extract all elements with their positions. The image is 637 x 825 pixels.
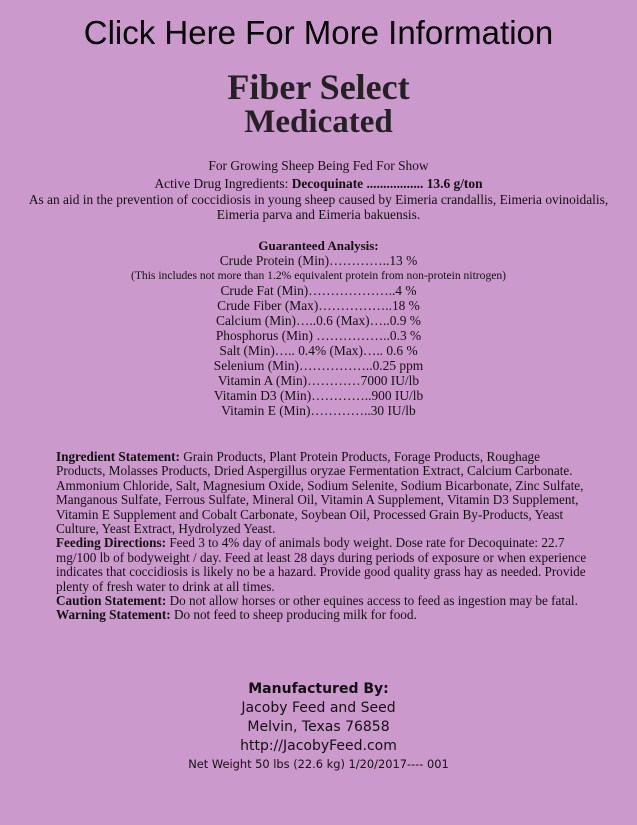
active-drug-line bbox=[20, 176, 617, 191]
feeding-directions bbox=[56, 536, 591, 594]
manufacturer-name: Jacoby Feed and Seed bbox=[241, 700, 396, 716]
analysis-line: Crude Fiber (Max)……………..18 % bbox=[217, 298, 420, 313]
analysis-line: Vitamin A (Min)…………7000 IU/lb bbox=[217, 373, 420, 388]
warning-statement bbox=[56, 608, 591, 622]
product-subtitle: For Growing Sheep Being Fed For Show bbox=[208, 158, 429, 173]
analysis-note: (This includes not more than 1.2% equivalent protein from non-protein nitrogen) bbox=[130, 269, 507, 282]
active-drug-label: Active Drug Ingredients: bbox=[154, 176, 289, 191]
manufacturer-heading: Manufactured By: bbox=[248, 681, 389, 697]
active-drug-ingredient: Decoquinate ................. bbox=[291, 176, 424, 191]
guaranteed-analysis bbox=[20, 238, 617, 418]
guaranteed-analysis-heading: Guaranteed Analysis: bbox=[258, 238, 379, 253]
ingredient-statement-text: Grain Products, Plant Protein Products, Forage Products, Roughage Products, Molasses Products, Dried Aspergillus oryzae Fermentation Extract, Calcium Carbonate. Ammonium Chloride, Salt, Magnesium Oxide, Sodium Selenite, Sodium Bicarbonate, Zinc Sulfate, Manganous Sulfate, Ferrous Sulfate, Mineral Oil, Vitamin A Supplement, Vitamin D3 Supplement, Vitamin E Supplement and Cobalt Carbonate, Soybean Oil, Processed Grain By-Products, Yeast Culture, Yeast Extract, Hydrolyzed Yeast. bbox=[56, 449, 584, 537]
analysis-line: Vitamin E (Min)…………..30 IU/lb bbox=[221, 403, 416, 418]
analysis-line: Calcium (Min)…..0.6 (Max)…..0.9 % bbox=[216, 313, 421, 328]
caution-statement bbox=[56, 594, 591, 608]
product-variant: Medicated bbox=[244, 104, 393, 140]
feeding-directions-label: Feeding Directions: bbox=[56, 535, 167, 551]
warning-statement-label: Warning Statement: bbox=[56, 607, 171, 623]
net-weight: Net Weight 50 lbs (22.6 kg) 1/20/2017---- 001 bbox=[188, 757, 449, 771]
manufacturer-city: Melvin, Texas 76858 bbox=[247, 719, 390, 735]
analysis-line: Selenium (Min)……………..0.25 ppm bbox=[213, 358, 424, 373]
warning-statement-text: Do not feed to sheep producing milk for food. bbox=[170, 607, 417, 623]
active-drug-amount: 13.6 g/ton bbox=[426, 176, 483, 191]
more-information-link[interactable]: Click Here For More Information bbox=[83, 14, 554, 51]
analysis-line: Crude Fat (Min)………………..4 % bbox=[220, 283, 417, 298]
ingredient-statement-label: Ingredient Statement: bbox=[56, 449, 180, 464]
product-name: Fiber Select bbox=[227, 67, 410, 107]
manufacturer-block bbox=[0, 680, 637, 772]
analysis-line: Crude Protein (Min)…………..13 % bbox=[219, 253, 418, 268]
ingredient-statement bbox=[56, 450, 591, 536]
feeding-directions-text: Feed 3 to 4% day of animals body weight. Dose rate for Decoquinate: 22.7 mg/100 lb of bodyweight / day. Feed at least 28 days during periods of exposure or when experience indicates that coccidiosis is likely no be a hazard. Provide good quality grass hay as needed. Provide plenty of fresh water to drink at all times. bbox=[56, 535, 587, 594]
manufacturer-url[interactable]: http://JacobyFeed.com bbox=[240, 738, 397, 754]
analysis-line: Phosphorus (Min) ……………..0.3 % bbox=[215, 328, 422, 343]
aid-text: As an aid in the prevention of coccidiosis in young sheep caused by Eimeria crandallis, Eimeria ovinoidalis, Eimeria parva and Eimeria bakuensis. bbox=[28, 192, 609, 222]
caution-statement-text: Do not allow horses or other equines access to feed as ingestion may be fatal. bbox=[166, 593, 578, 609]
caution-statement-label: Caution Statement: bbox=[56, 593, 167, 609]
analysis-line: Salt (Min)….. 0.4% (Max)….. 0.6 % bbox=[219, 343, 418, 358]
analysis-line: Vitamin D3 (Min)…………..900 IU/lb bbox=[213, 388, 424, 403]
label-statements bbox=[56, 450, 591, 623]
